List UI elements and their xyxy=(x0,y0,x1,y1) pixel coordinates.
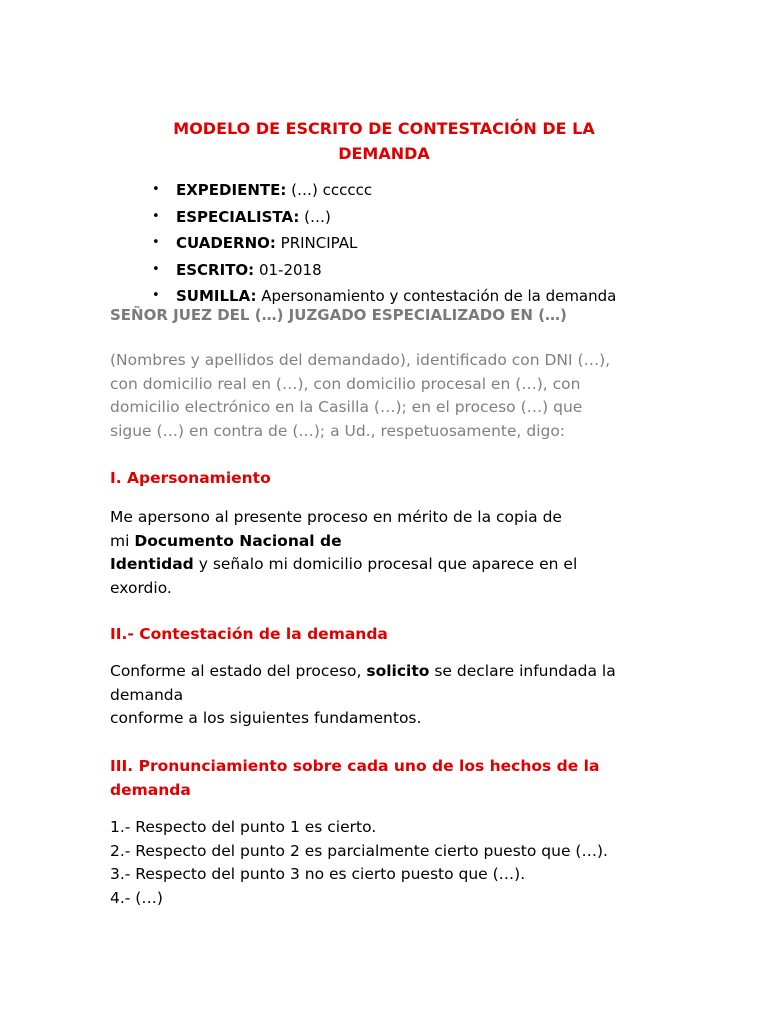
field-label: SUMILLA: xyxy=(176,287,257,305)
field-value: (…) xyxy=(299,207,331,226)
bullet-icon: • xyxy=(152,261,160,277)
field-value: 01-2018 xyxy=(254,260,322,279)
judge-addressee: SEÑOR JUEZ DEL (…) JUZGADO ESPECIALIZADO EN (…) xyxy=(110,306,567,324)
paragraph-line: demanda xyxy=(110,685,184,704)
section-2-paragraph xyxy=(110,660,670,731)
list-item-cuaderno xyxy=(110,230,670,257)
list-item: 4.- (…) xyxy=(110,888,163,907)
intro-line: domicilio electrónico en la Casilla (…); en el proceso (…) que xyxy=(110,398,583,416)
field-value: Apersonamiento y contestación de la demanda xyxy=(256,287,617,305)
list-item: 2.- Respecto del punto 2 es parcialmente cierto puesto que (…). xyxy=(110,841,608,860)
bullet-icon: • xyxy=(152,182,160,197)
bullet-icon: • xyxy=(152,235,160,250)
bold-text: Identidad xyxy=(110,555,194,573)
list-item: 1.- Respecto del punto 1 es cierto. xyxy=(110,818,377,836)
list-item-escrito xyxy=(110,257,670,284)
field-label: ESPECIALISTA: xyxy=(176,207,300,226)
paragraph-line: Me apersono al presente proceso en mérito de la copia de xyxy=(110,508,562,526)
paragraph-line xyxy=(110,553,670,577)
plain-text: Conforme al estado del proceso, xyxy=(110,662,367,680)
section-1-paragraph xyxy=(110,506,670,600)
bullet-icon: • xyxy=(152,288,160,303)
bold-text: Documento Nacional de xyxy=(134,531,342,550)
paragraph-line: exordio. xyxy=(110,578,172,597)
plain-text: mi xyxy=(110,531,135,550)
field-value: (…) cccccc xyxy=(286,181,373,199)
paragraph-line xyxy=(110,660,670,684)
plain-text: y señalo mi domicilio procesal que aparece en el xyxy=(193,555,578,573)
field-value: PRINCIPAL xyxy=(275,234,358,252)
intro-line: con domicilio real en (…), con domicilio procesal en (…), con xyxy=(110,374,581,393)
section-1-heading: I. Apersonamiento xyxy=(110,469,271,487)
list-item-expediente xyxy=(110,177,670,204)
section-2-heading: II.- Contestación de la demanda xyxy=(110,625,388,643)
intro-line: (Nombres y apellidos del demandado), identificado con DNI (…), xyxy=(110,351,611,369)
intro-paragraph xyxy=(110,349,670,443)
header-fields-list xyxy=(110,177,670,310)
list-item-especialista xyxy=(110,204,670,231)
section-3-points-list xyxy=(110,816,670,910)
plain-text: se declare infundada la xyxy=(429,662,616,680)
bold-text: solicito xyxy=(366,662,430,680)
list-item: 3.- Respecto del punto 3 no es cierto puesto que (…). xyxy=(110,865,526,883)
bullet-icon: • xyxy=(152,208,160,224)
paragraph-line xyxy=(110,530,670,554)
field-label: EXPEDIENTE: xyxy=(176,181,287,199)
heading-line: III. Pronunciamiento sobre cada uno de los hechos de la xyxy=(110,757,600,775)
title-line-1: MODELO DE ESCRITO DE CONTESTACIÓN DE LA xyxy=(173,119,595,138)
field-label: ESCRITO: xyxy=(176,260,255,279)
document-title xyxy=(110,116,658,166)
intro-line: sigue (…) en contra de (…); a Ud., respetuosamente, digo: xyxy=(110,421,566,440)
heading-line: demanda xyxy=(110,781,191,799)
section-3-heading xyxy=(110,754,599,802)
paragraph-line: conforme a los siguientes fundamentos. xyxy=(110,709,422,727)
title-line-2: DEMANDA xyxy=(338,144,430,163)
field-label: CUADERNO: xyxy=(176,234,276,252)
